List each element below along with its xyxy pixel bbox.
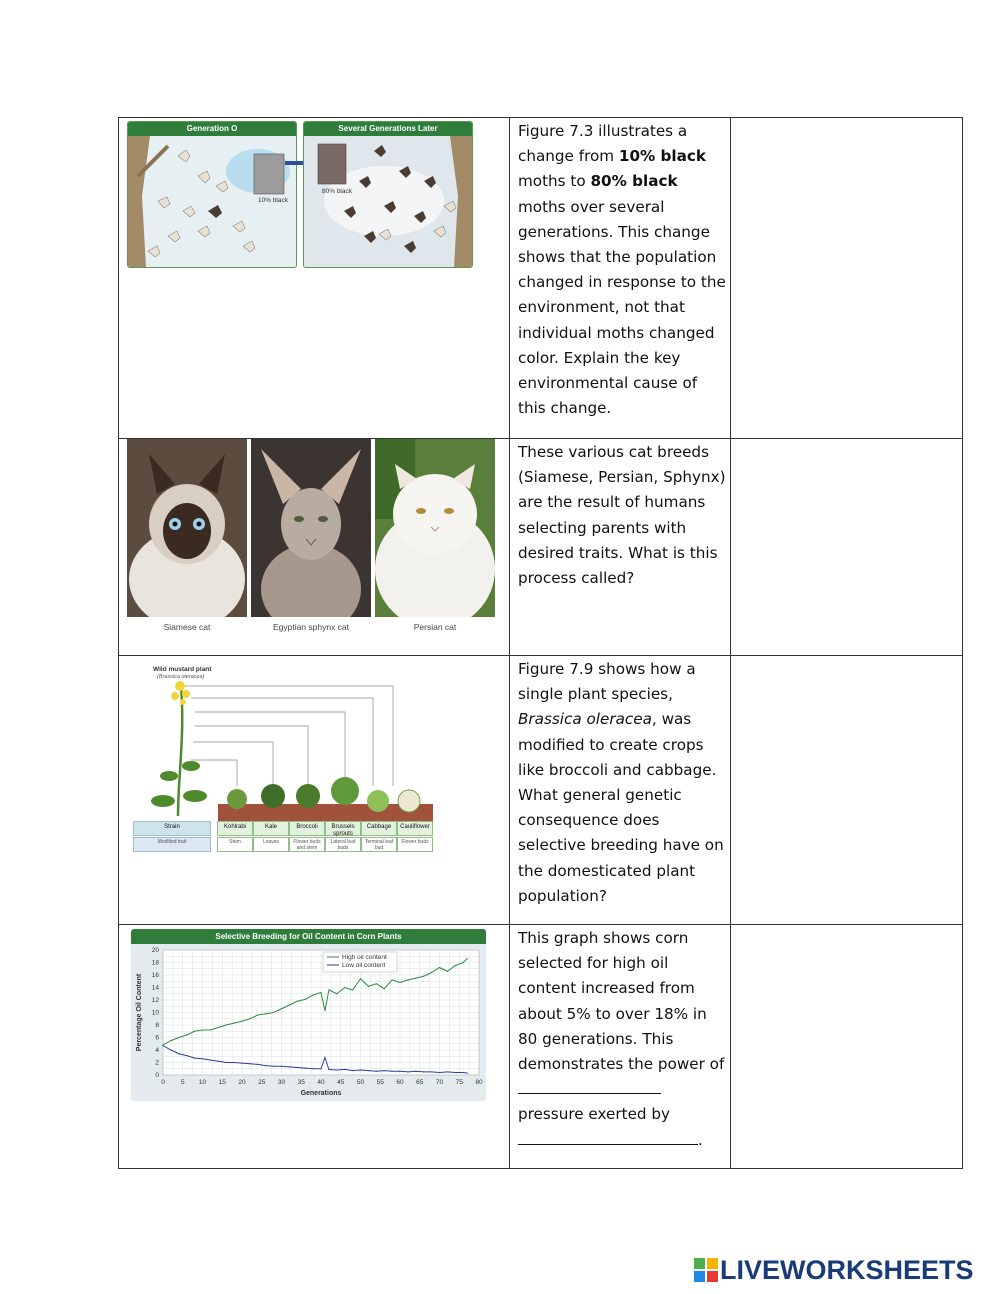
x-tick-label: 80	[475, 1079, 483, 1086]
cat-figure	[127, 439, 499, 649]
x-tick-label: 50	[356, 1079, 365, 1086]
answer-cell-2[interactable]	[731, 439, 963, 656]
y-tick-label: 18	[151, 959, 159, 967]
data-point	[368, 1070, 369, 1071]
data-point	[297, 1067, 298, 1068]
data-point	[226, 1024, 227, 1025]
x-tick-label: 70	[435, 1079, 444, 1086]
x-tick-label: 45	[337, 1079, 345, 1086]
x-tick-label: 60	[396, 1079, 404, 1086]
data-point	[324, 1057, 325, 1058]
data-point	[234, 1023, 235, 1024]
data-point	[218, 1061, 219, 1062]
data-point	[467, 958, 468, 959]
data-point	[297, 1001, 298, 1002]
data-point	[313, 994, 314, 995]
corn-oil-chart	[131, 929, 486, 1101]
question-cell	[510, 118, 731, 439]
question-cell	[510, 925, 731, 1169]
data-point	[431, 972, 432, 973]
data-point	[463, 1072, 464, 1073]
data-point	[399, 1071, 400, 1072]
figure-cell	[119, 656, 510, 925]
chart-title: Selective Breeding for Oil Content in Corn Plants	[131, 929, 486, 944]
siamese-cat-photo	[127, 439, 247, 617]
label-80-black: 80% black	[322, 188, 352, 195]
data-point	[305, 1068, 306, 1069]
data-point	[313, 1068, 314, 1069]
y-tick-label: 14	[151, 984, 159, 992]
data-point	[257, 1014, 258, 1015]
y-tick-label: 0	[155, 1072, 159, 1080]
strain-kohlrabi: Kohlrabi	[217, 821, 253, 836]
data-point	[447, 971, 448, 972]
data-point	[368, 986, 369, 987]
cat-caption: Egyptian sphynx cat	[272, 622, 350, 632]
x-tick-label: 40	[317, 1079, 325, 1086]
data-point	[194, 1031, 195, 1032]
worksheet-table	[118, 117, 963, 1169]
data-point	[328, 1069, 329, 1070]
data-point	[202, 1029, 203, 1030]
data-point	[281, 1066, 282, 1067]
question-3: Figure 7.9 shows how a single plant species, Brassica oleracea, was modified to create crops like broccoli and cabbage. What general genetic consequence does selective breeding have on the domesticated plant population?	[518, 660, 724, 905]
x-tick-label: 15	[218, 1079, 226, 1086]
data-point	[241, 1063, 242, 1064]
data-point	[170, 1040, 171, 1041]
legend-entry: Low oil content	[342, 962, 386, 969]
answer-cell-3[interactable]	[731, 656, 963, 925]
x-tick-label: 5	[180, 1079, 185, 1086]
later-generations-panel	[303, 121, 473, 268]
data-point	[289, 1066, 290, 1067]
y-tick-label: 2	[155, 1059, 159, 1067]
blank-line-1[interactable]	[518, 1077, 661, 1094]
mustard-figure	[133, 656, 463, 856]
data-point	[463, 962, 464, 963]
data-point	[194, 1058, 195, 1059]
x-tick-label: 55	[376, 1079, 384, 1086]
data-point	[249, 1018, 250, 1019]
legend-entry: High oil content	[342, 954, 387, 961]
data-point	[289, 1004, 290, 1005]
x-axis-label: Generations	[300, 1090, 342, 1097]
data-point	[344, 987, 345, 988]
data-point	[415, 1071, 416, 1072]
answer-cell-1[interactable]	[731, 118, 963, 439]
trait-label: Modified trait	[133, 837, 211, 852]
data-point	[384, 1070, 385, 1071]
trait-terminal-leaf-bud: Terminal leaf bud	[361, 837, 397, 852]
x-tick-label: 20	[238, 1079, 246, 1086]
figure-cell	[119, 925, 510, 1169]
x-tick-label: 35	[297, 1079, 305, 1086]
data-point	[336, 1069, 337, 1070]
data-point	[455, 965, 456, 966]
y-tick-label: 20	[151, 947, 159, 955]
data-point	[352, 1070, 353, 1071]
trait-flower-buds-stem: Flower buds and stem	[289, 837, 325, 852]
data-point	[320, 992, 321, 993]
figure-cell	[119, 439, 510, 656]
mustard-plant-illustration	[133, 656, 453, 826]
x-tick-label: 25	[258, 1079, 266, 1086]
data-point	[324, 1010, 325, 1011]
liveworksheets-logo	[694, 1253, 974, 1287]
y-tick-label: 12	[151, 997, 159, 1005]
data-point	[186, 1055, 187, 1056]
data-point	[210, 1059, 211, 1060]
table-row	[119, 118, 963, 439]
data-point	[257, 1064, 258, 1065]
data-point	[273, 1012, 274, 1013]
data-point	[407, 1071, 408, 1072]
moth-figure	[127, 118, 477, 268]
data-point	[281, 1008, 282, 1009]
data-point	[423, 976, 424, 977]
table-row	[119, 925, 963, 1169]
question-2: These various cat breeds (Siamese, Persian, Sphynx) are the result of humans selecting parents with desired traits. What is this process called?	[518, 443, 726, 588]
data-point	[439, 1072, 440, 1073]
data-point	[305, 999, 306, 1000]
x-tick-label: 0	[161, 1079, 165, 1086]
data-point	[162, 1045, 163, 1046]
data-point	[431, 1071, 432, 1072]
persian-cat-photo	[375, 439, 495, 617]
data-point	[455, 1072, 456, 1073]
data-point	[170, 1049, 171, 1050]
data-point	[407, 979, 408, 980]
data-point	[210, 1029, 211, 1030]
x-tick-label: 65	[416, 1079, 424, 1086]
strain-kale: Kale	[253, 821, 289, 836]
data-point	[376, 1071, 377, 1072]
chart-plot	[131, 944, 486, 1101]
y-tick-label: 4	[155, 1047, 159, 1055]
data-point	[226, 1062, 227, 1063]
data-point	[439, 967, 440, 968]
data-point	[320, 1068, 321, 1069]
sphynx-cat-photo	[251, 439, 371, 617]
question-4: This graph shows corn selected for high oil content increased from about 5% to over 18% in 80 generations. This demonstrates the power of pressure exerted by .	[518, 929, 725, 1149]
question-1: Figure 7.3 illustrates a change from 10% black moths to 80% black moths over several generations. This change shows that the population changed in response to the environment, not that individual moths changed color. Explain the key environmental cause of this change.	[518, 122, 726, 418]
question-cell	[510, 439, 731, 656]
cat-caption: Siamese cat	[163, 622, 211, 632]
moth-scene-right	[304, 136, 472, 267]
x-tick-label: 75	[455, 1079, 463, 1086]
brand-name: LIVEWORKSHEETS	[720, 1254, 974, 1285]
data-point	[202, 1058, 203, 1059]
table-row	[119, 439, 963, 656]
x-tick-label: 10	[198, 1079, 207, 1086]
strain-brussels-sprouts: Brussels sprouts	[325, 821, 361, 836]
trait-stem: Stem	[217, 837, 253, 852]
generation-0-panel	[127, 121, 297, 268]
trait-flower-buds: Flower buds	[397, 837, 433, 852]
data-point	[186, 1034, 187, 1035]
data-point	[384, 988, 385, 989]
table-row	[119, 656, 963, 925]
logo-grid-icon	[694, 1258, 718, 1282]
data-point	[376, 983, 377, 984]
answer-cell-4[interactable]	[731, 925, 963, 1169]
data-point	[415, 978, 416, 979]
data-point	[447, 1071, 448, 1072]
trait-lateral-leaf-buds: Lateral leaf buds	[325, 837, 361, 852]
data-point	[352, 989, 353, 990]
data-point	[360, 978, 361, 979]
data-point	[392, 1071, 393, 1072]
data-point	[265, 1013, 266, 1014]
data-point	[178, 1053, 179, 1054]
data-point	[360, 1069, 361, 1070]
plant-title: Wild mustard plant	[153, 666, 212, 673]
trait-leaves: Leaves	[253, 837, 289, 852]
y-tick-label: 10	[151, 1009, 159, 1017]
cat-caption: Persian cat	[413, 622, 457, 632]
plant-species: (Brassica oleracea)	[157, 674, 205, 680]
data-point	[273, 1066, 274, 1067]
data-point	[218, 1027, 219, 1028]
panel-title: Several Generations Later	[304, 122, 472, 136]
strain-label: Strain	[133, 821, 211, 836]
figure-cell	[119, 118, 510, 439]
data-point	[336, 993, 337, 994]
panel-title: Generation O	[128, 122, 296, 136]
data-point	[423, 1071, 424, 1072]
data-point	[249, 1063, 250, 1064]
x-tick-label: 30	[277, 1079, 286, 1086]
data-point	[265, 1065, 266, 1066]
strain-cabbage: Cabbage	[361, 821, 397, 836]
data-point	[178, 1037, 179, 1038]
data-point	[241, 1021, 242, 1022]
label-10-black: 10% black	[258, 197, 288, 204]
data-point	[399, 982, 400, 983]
y-tick-label: 16	[151, 972, 159, 980]
y-axis-label: Percentage Oil Content	[136, 973, 143, 1052]
data-point	[328, 989, 329, 990]
blank-line-2[interactable]	[518, 1128, 698, 1145]
data-point	[234, 1062, 235, 1063]
question-cell	[510, 656, 731, 925]
strain-cauliflower: Cauliflower	[397, 821, 433, 836]
y-tick-label: 6	[155, 1034, 159, 1042]
data-point	[344, 1069, 345, 1070]
strain-broccoli: Broccoli	[289, 821, 325, 836]
y-tick-label: 8	[155, 1022, 159, 1030]
data-point	[392, 979, 393, 980]
data-point	[467, 1073, 468, 1074]
